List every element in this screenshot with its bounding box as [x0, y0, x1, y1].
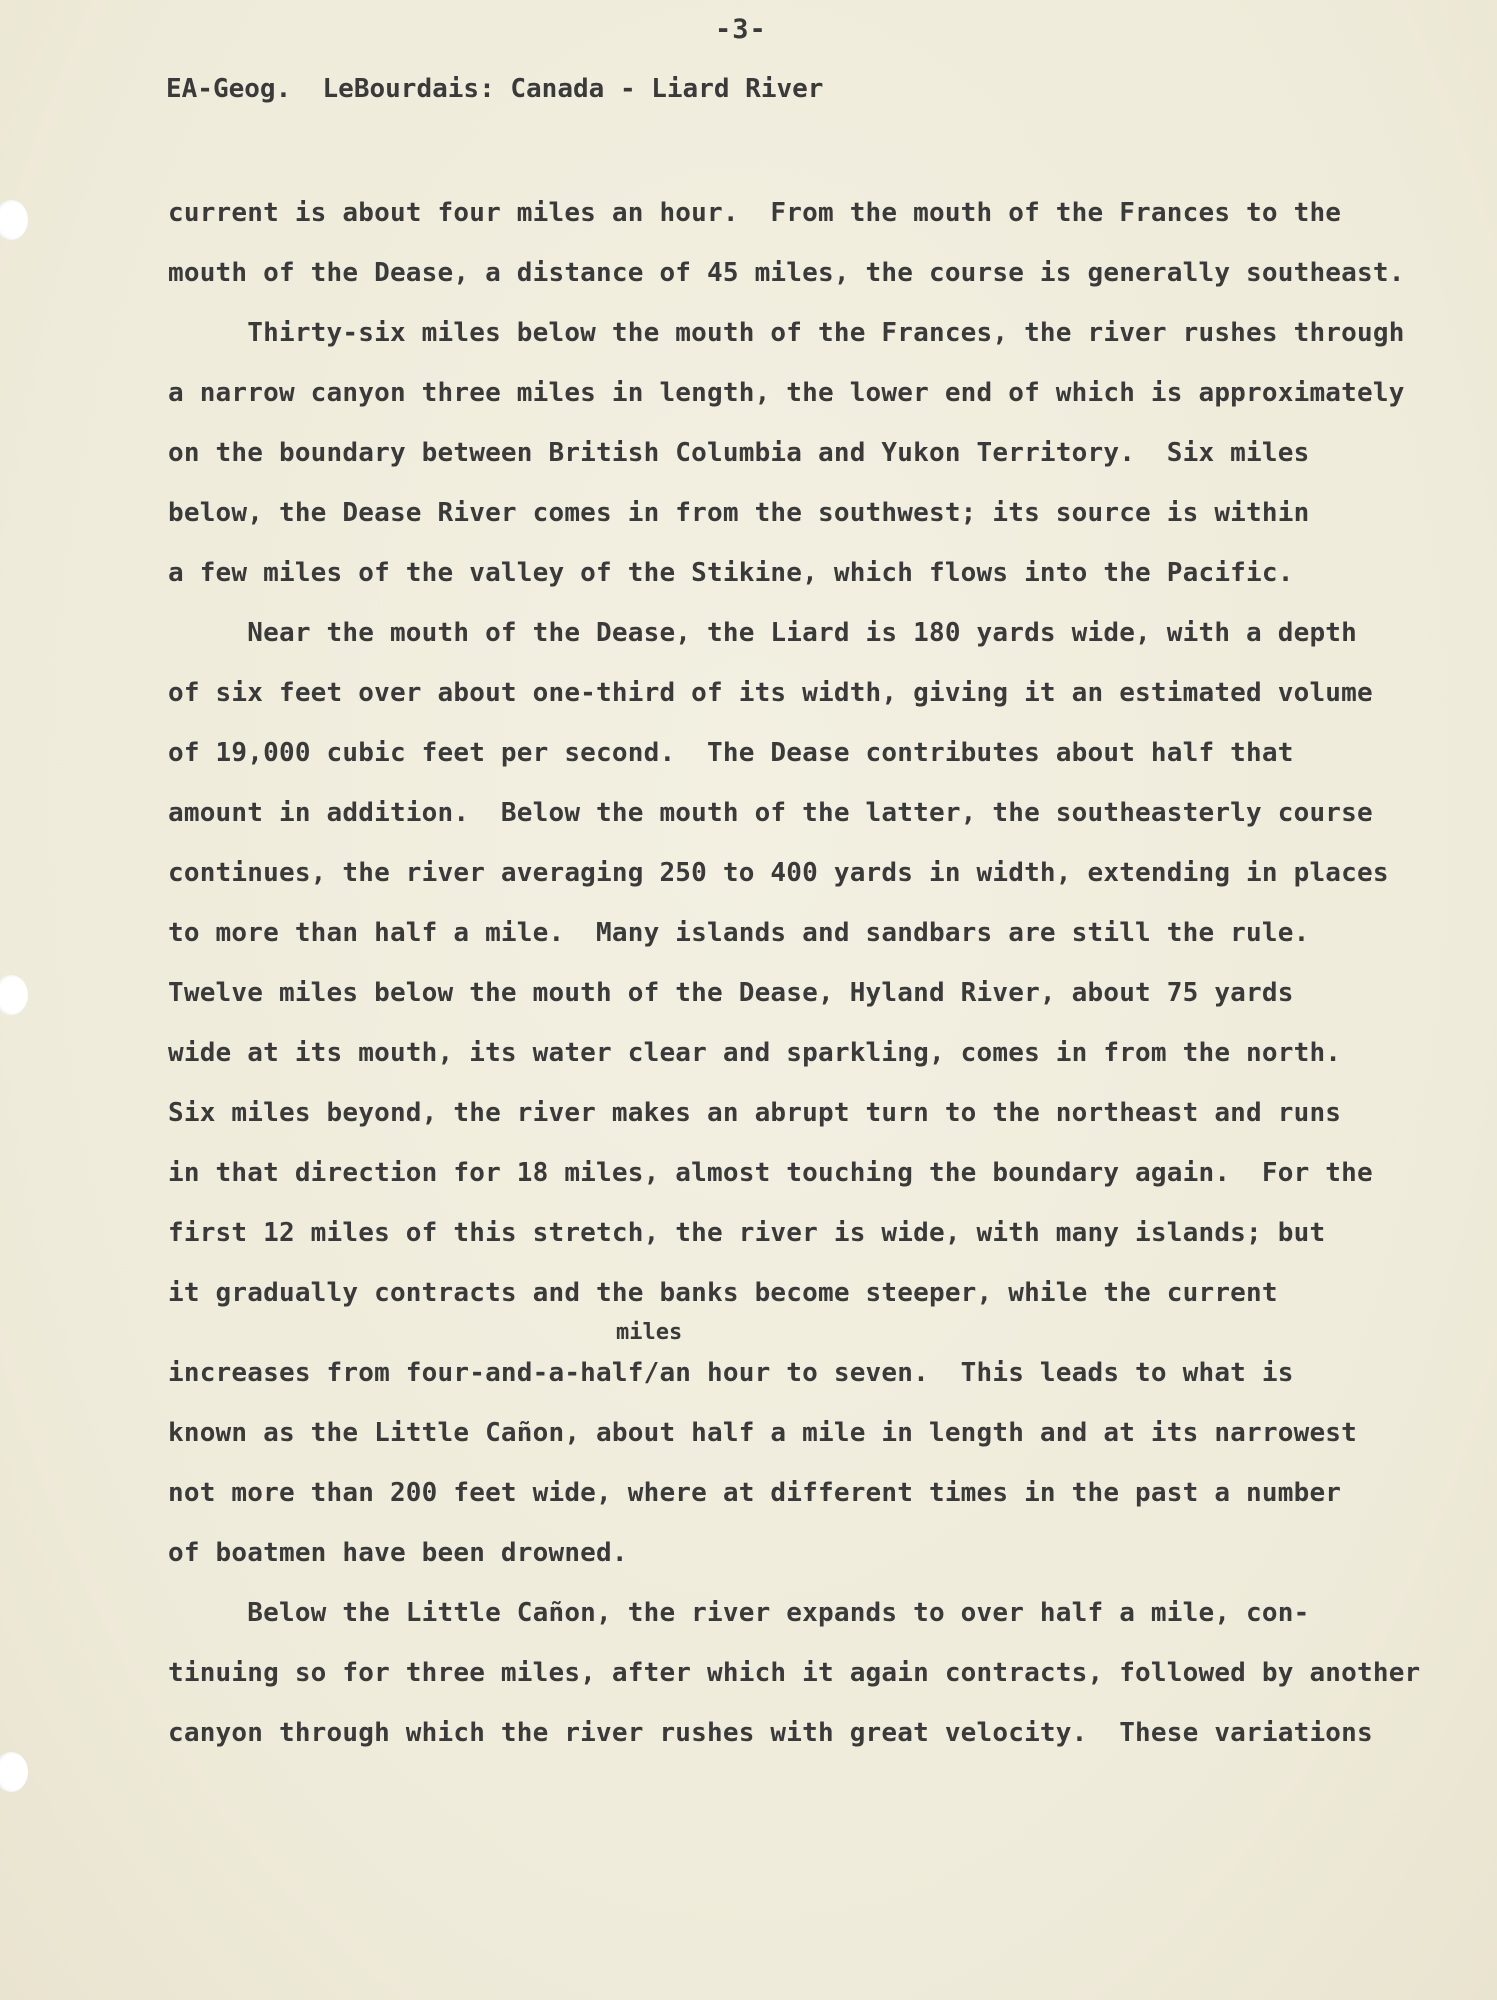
text-line: Below the Little Cañon, the river expands to over half a mile, con- — [168, 1598, 1310, 1628]
text-line: first 12 miles of this stretch, the river is wide, with many islands; but — [168, 1218, 1326, 1248]
binder-hole-bottom — [0, 1752, 28, 1792]
text-line: below, the Dease River comes in from the southwest; its source is within — [168, 498, 1310, 528]
document-header: EA-Geog. LeBourdais: Canada - Liard River — [166, 74, 824, 104]
text-line: Twelve miles below the mouth of the Dease, Hyland River, about 75 yards — [168, 978, 1294, 1008]
text-line: in that direction for 18 miles, almost touching the boundary again. For the — [168, 1158, 1373, 1188]
text-line: Thirty-six miles below the mouth of the Frances, the river rushes through — [168, 318, 1405, 348]
page-number: -3- — [715, 14, 767, 45]
text-line: wide at its mouth, its water clear and sparkling, comes in from the north. — [168, 1038, 1342, 1068]
text-line: a few miles of the valley of the Stikine, which flows into the Pacific. — [168, 558, 1294, 588]
text-line: mouth of the Dease, a distance of 45 miles, the course is generally southeast. — [168, 258, 1405, 288]
text-line: canyon through which the river rushes with great velocity. These variations — [168, 1718, 1373, 1748]
text-line: current is about four miles an hour. From the mouth of the Frances to the — [168, 198, 1342, 228]
text-line: known as the Little Cañon, about half a mile in length and at its narrowest — [168, 1418, 1357, 1448]
text-line: of 19,000 cubic feet per second. The Dease contributes about half that — [168, 738, 1294, 768]
text-line: on the boundary between British Columbia and Yukon Territory. Six miles — [168, 438, 1310, 468]
text-line: Six miles beyond, the river makes an abrupt turn to the northeast and runs — [168, 1098, 1342, 1128]
text-line: of boatmen have been drowned. — [168, 1538, 628, 1568]
text-line: a narrow canyon three miles in length, the lower end of which is approximately — [168, 378, 1405, 408]
text-line: increases from four-and-a-half/an hour to seven. This leads to what is — [168, 1358, 1294, 1388]
interlinear-insert: miles — [616, 1320, 683, 1345]
text-line: it gradually contracts and the banks become steeper, while the current — [168, 1278, 1278, 1308]
text-line: to more than half a mile. Many islands and sandbars are still the rule. — [168, 918, 1310, 948]
text-line: amount in addition. Below the mouth of the latter, the southeasterly course — [168, 798, 1373, 828]
text-line: continues, the river averaging 250 to 400 yards in width, extending in places — [168, 858, 1389, 888]
text-line: tinuing so for three miles, after which it again contracts, followed by another — [168, 1658, 1421, 1688]
binder-hole-top — [0, 200, 28, 240]
text-line: not more than 200 feet wide, where at different times in the past a number — [168, 1478, 1342, 1508]
text-line: of six feet over about one-third of its width, giving it an estimated volume — [168, 678, 1373, 708]
binder-hole-middle — [0, 975, 28, 1015]
text-line: Near the mouth of the Dease, the Liard is 180 yards wide, with a depth — [168, 618, 1357, 648]
